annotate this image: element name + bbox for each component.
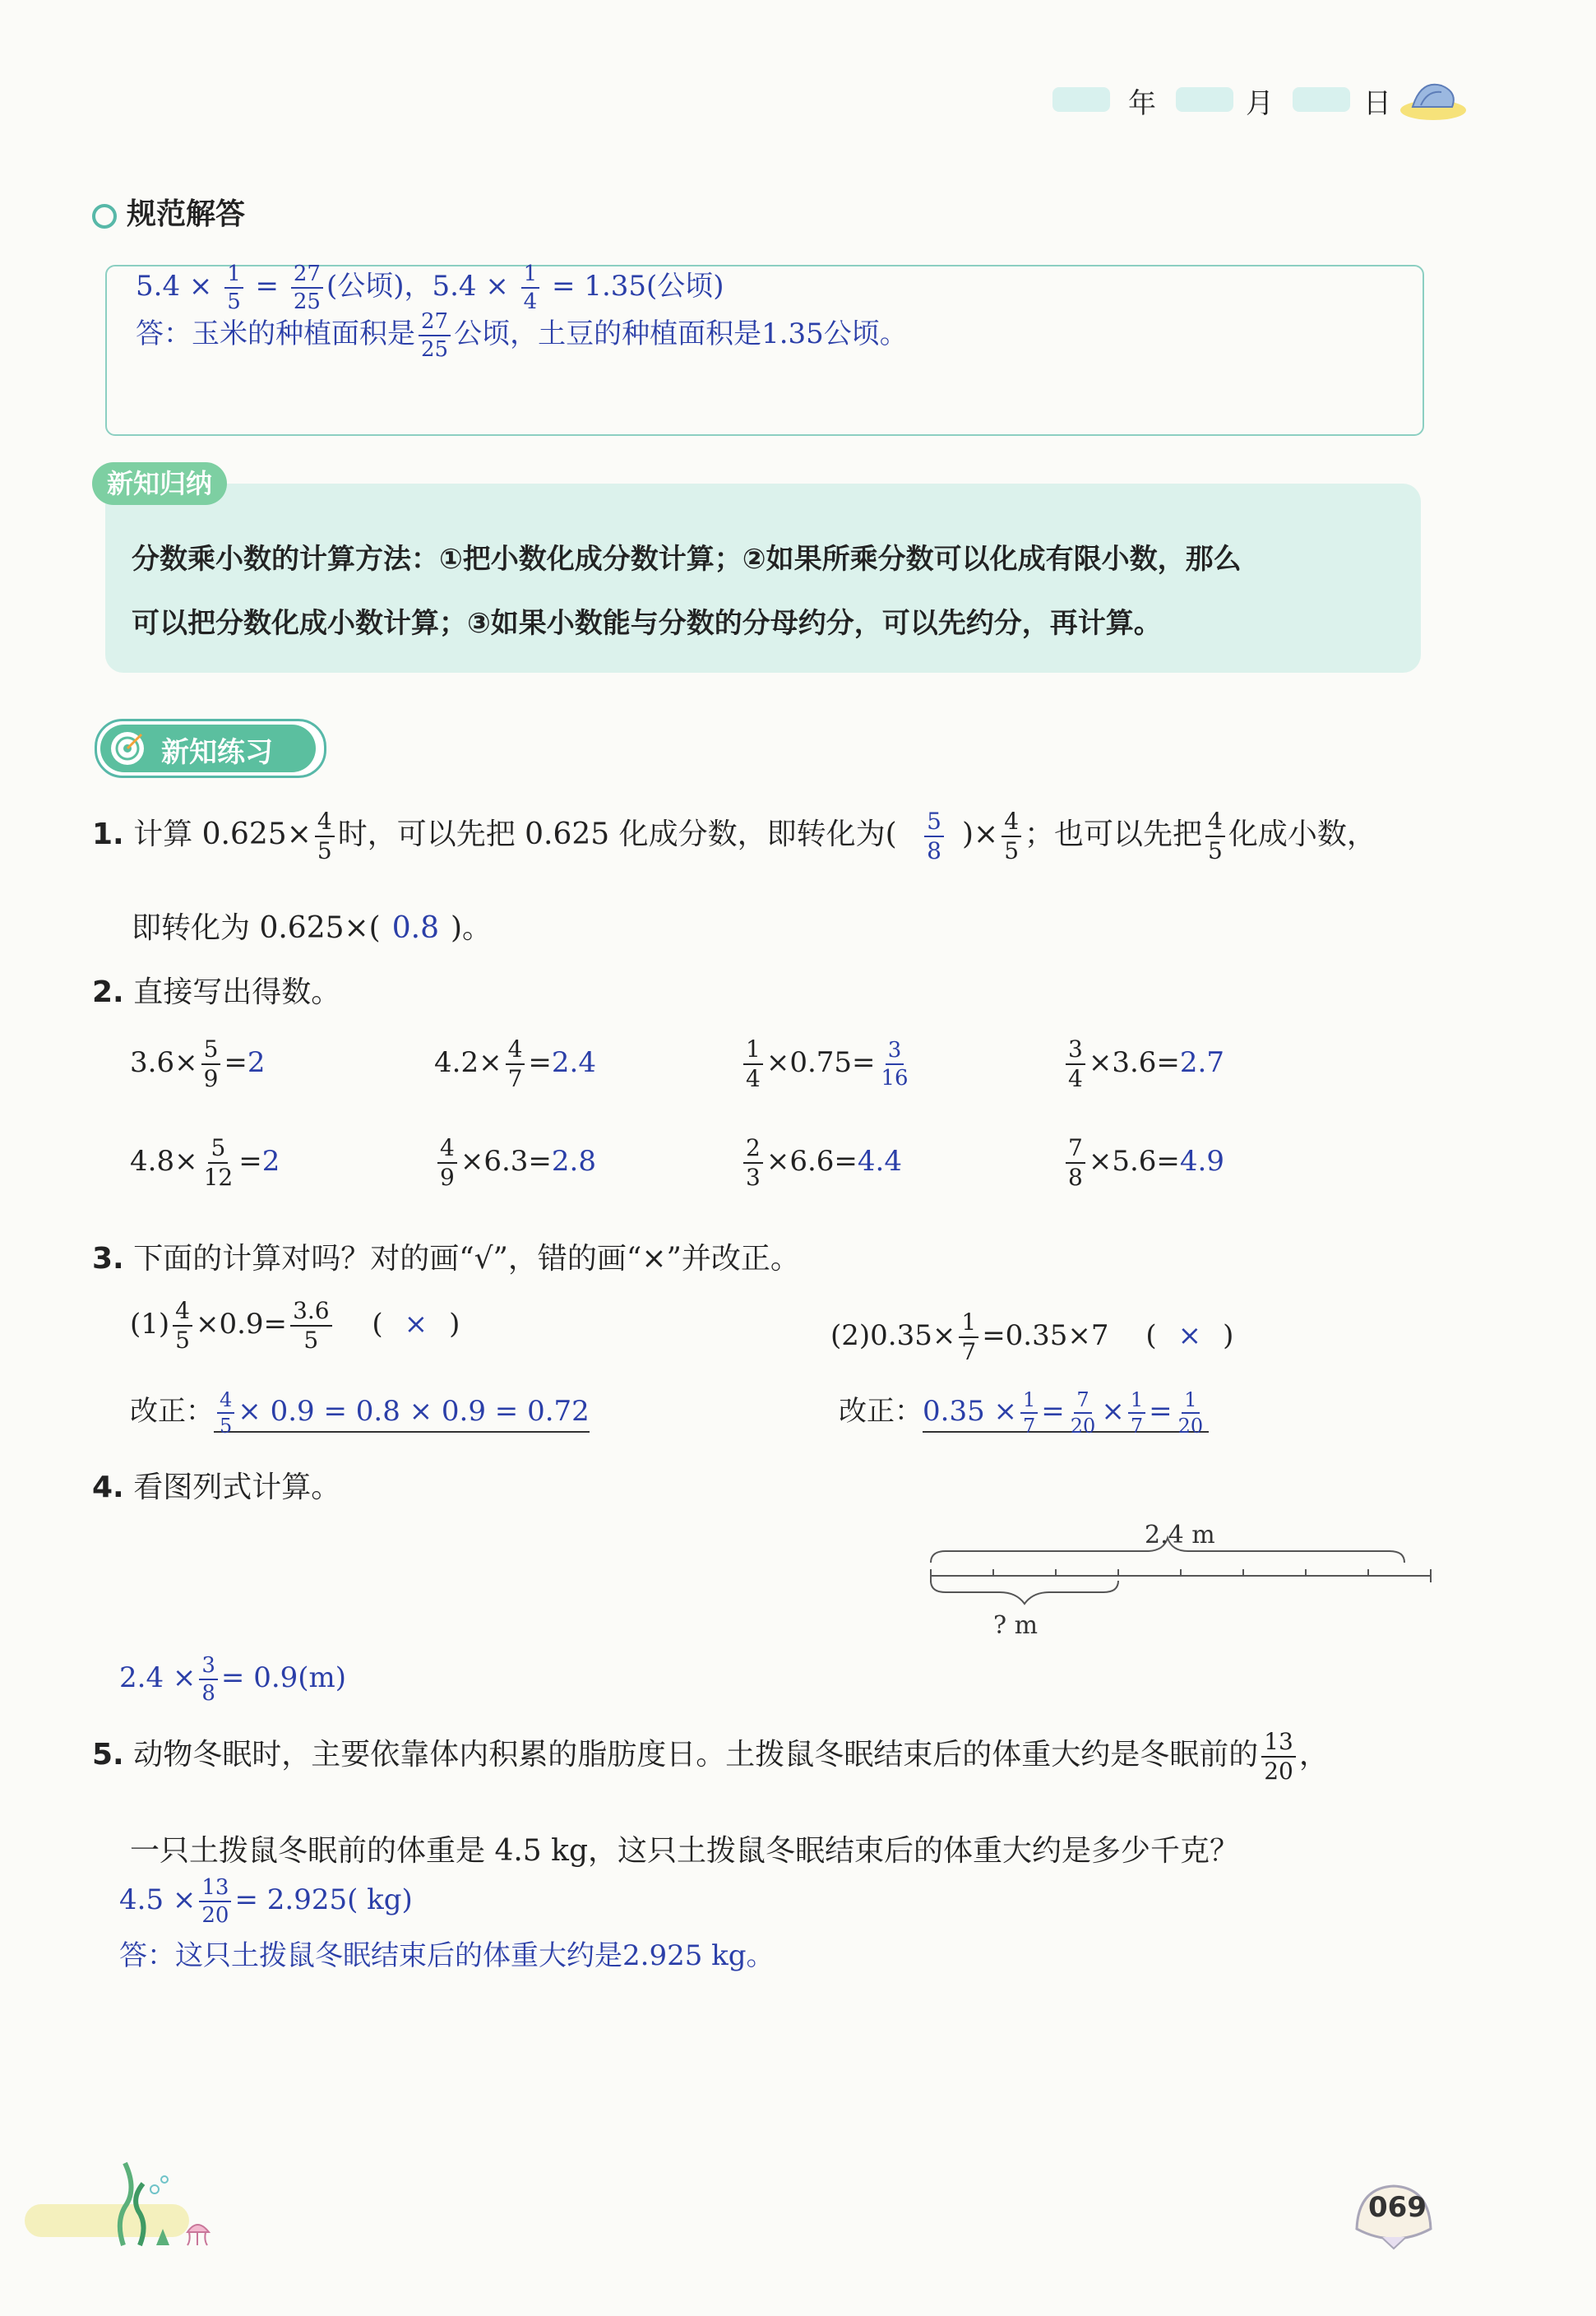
summary-line-1: 分数乘小数的计算方法：①把小数化成分数计算；②如果所乘分数可以化成有限小数，那么 — [132, 543, 1242, 576]
calc-answer: 4.9 — [1179, 1145, 1224, 1178]
calc-answer: 2.4 — [551, 1046, 596, 1079]
calc-answer: 2.8 — [551, 1145, 596, 1178]
summary-box — [105, 484, 1421, 673]
calc-item: 3.6× $\frac{5}{9}$ =2 — [130, 1035, 266, 1092]
answer-line-2: 答：玉米的种植面积是 $\frac{27}{25}$ 公顷，土豆的种植面积是1.35公顷。 — [136, 309, 908, 362]
q3-2-mark: × — [1177, 1319, 1202, 1352]
summary-title: 新知归纳 — [92, 462, 227, 505]
calc-item: 4.8× $\frac{5}{12}$ =2 — [130, 1134, 280, 1191]
day-label: 日 — [1363, 87, 1391, 120]
question-4: 4. 看图列式计算。 — [92, 1471, 341, 1504]
question-2: 2. 直接写出得数。 — [92, 975, 341, 1009]
calc-item: $\frac{1}{4}$ ×0.75= $\frac{3}{16}$ — [740, 1038, 914, 1091]
question-3-fix-1: 改正： $\frac{4}{5}$ × 0.9 = 0.8 × 0.9 = 0.72 — [130, 1388, 590, 1438]
calc-answer: 2 — [247, 1046, 266, 1079]
circle-icon — [92, 204, 117, 229]
shell-icon — [1396, 76, 1470, 125]
seaweed-icon — [99, 2147, 238, 2253]
question-1-line-2: 即转化为 0.625×( 0.8 )。 — [132, 911, 493, 945]
question-5-line-1: 5. 动物冬眠时，主要依靠体内积累的脂肪度日。土拨鼠冬眠结束后的体重大约是冬眠前的 $\frac{13}{20}$ ， — [92, 1728, 1329, 1785]
calc-answer: 2 — [261, 1145, 280, 1178]
calc-item: $\frac{4}{9}$ ×6.3=2.8 — [434, 1137, 596, 1189]
question-3-part-1: (1) $\frac{4}{5}$ ×0.9= $\frac{3.6}{5}$ ( × ) — [130, 1297, 460, 1354]
question-5-answer: 答：这只土拨鼠冬眠结束后的体重大约是2.925 kg。 — [119, 1939, 775, 1972]
unknown-length-label: ? m — [993, 1611, 1039, 1640]
q3-1-mark: × — [404, 1308, 428, 1341]
calc-answer: $\frac{3}{16}$ — [881, 1038, 909, 1091]
answer-section-title: 规范解答 — [92, 191, 245, 233]
question-4-answer: 2.4 × $\frac{3}{8}$ = 0.9(m) — [119, 1653, 347, 1706]
practice-title: 新知练习 — [161, 736, 273, 769]
question-3: 3. 下面的计算对吗？对的画“√”，错的画“×”并改正。 — [92, 1242, 800, 1276]
line-segment-diagram — [913, 1522, 1447, 1661]
question-5-line-2: 一只土拨鼠冬眠前的体重是 4.5 kg，这只土拨鼠冬眠结束后的体重大约是多少千克？ — [130, 1834, 1239, 1868]
calc-answer: 4.4 — [857, 1145, 902, 1178]
practice-title-badge — [95, 719, 326, 778]
month-label: 月 — [1246, 87, 1274, 120]
answer-line-1: 5.4 × $\frac{1}{5}$ = $\frac{27}{25}$ (公顷)，5.4 × $\frac{1}{4}$ = 1.35(公顷) — [136, 262, 724, 314]
calc-item: 4.2× $\frac{4}{7}$ =2.4 — [434, 1035, 596, 1092]
target-icon — [109, 730, 146, 767]
total-length-label: 2.4 m — [1145, 1522, 1215, 1549]
date-header — [1052, 76, 1480, 125]
summary-line-2: 可以把分数化成小数计算；③如果小数能与分数的分母约分，可以先约分，再计算。 — [132, 607, 1162, 640]
question-5-equation: 4.5 × $\frac{13}{20}$ = 2.925( kg) — [119, 1875, 413, 1928]
calc-item: $\frac{3}{4}$ ×3.6=2.7 — [1062, 1038, 1224, 1091]
year-label: 年 — [1128, 87, 1156, 120]
calc-item: $\frac{7}{8}$ ×5.6=4.9 — [1062, 1137, 1224, 1189]
question-3-fix-2: 改正：0.35 × $\frac{1}{7}$ = $\frac{7}{20}$ × $\frac{1}{7}$ = $\frac{1}{20}$ — [839, 1388, 1209, 1436]
calc-answer: 2.7 — [1179, 1046, 1224, 1079]
question-1-line-1: 1. 计算 0.625× $\frac{4}{5}$ 时，可以先把 0.625 化成分数，即转化为( $\frac{5}{8}$ )× $\frac{4}{5}$ ；也可以先把 $\frac{4}{5}$ 化成小数， — [92, 808, 1376, 864]
page-number: 069 — [1368, 2191, 1427, 2224]
question-3-part-2: (2)0.35× $\frac{1}{7}$ =0.35×7 ( × ) — [830, 1309, 1234, 1365]
calc-item: $\frac{2}{3}$ ×6.6=4.4 — [740, 1137, 902, 1189]
